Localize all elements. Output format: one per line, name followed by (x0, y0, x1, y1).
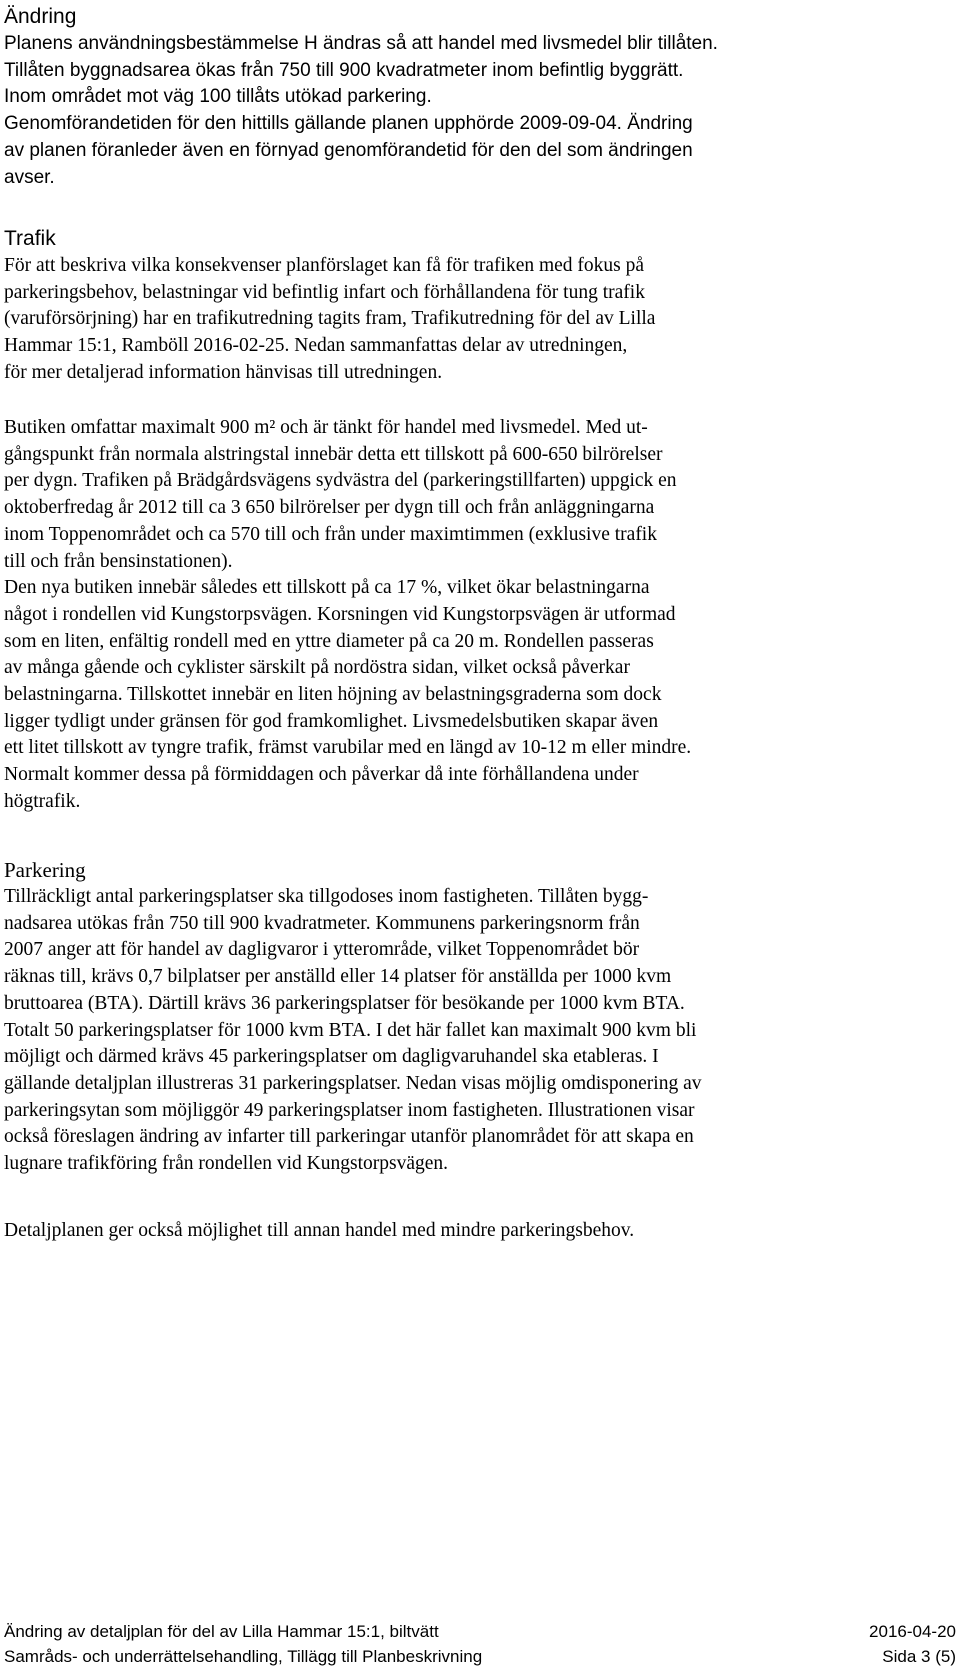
text-line: oktoberfredag år 2012 till ca 3 650 bilrörelser per dygn till och från anläggningarna (4, 497, 655, 519)
text-line: Tillåten byggnadsarea ökas från 750 till 900 kvadratmeter inom befintlig byggrätt. (4, 59, 684, 81)
text-line: något i rondellen vid Kungstorpsvägen. Korsningen vid Kungstorpsvägen är utformad (4, 603, 676, 625)
text-line: Tillräckligt antal parkeringsplatser ska tillgodoses inom fastigheten. Tillåten bygg- (4, 886, 649, 907)
text-line: Den nya butiken innebär således ett tillskott på ca 17 %, vilket ökar belastningarna (4, 577, 650, 599)
text-line: gällande detaljplan illustreras 31 parkeringsplatser. Nedan visas möjlig omdisponering av (4, 1072, 702, 1094)
trafik-paragraph-1 (4, 253, 944, 387)
section-heading-parkering: Parkering (4, 858, 86, 882)
text-line: per dygn. Trafiken på Brädgårdsvägens sydvästra del (parkeringstillfarten) uppgick en (4, 470, 677, 492)
text-line: Detaljplanen ger också möjlighet till annan handel med mindre parkeringsbehov. (4, 1220, 635, 1241)
text-line: också föreslagen ändring av infarter till parkeringar utanför planområdet för att skapa en (4, 1126, 694, 1148)
text-line: nadsarea utökas från 750 till 900 kvadratmeter. Kommunens parkeringsnorm från (4, 912, 640, 934)
section-heading-andring: Ändring (4, 5, 77, 28)
text-line: 2007 anger att för handel av dagligvaror i ytterområde, vilket Toppenområdet bör (4, 939, 640, 961)
page-footer (4, 1619, 956, 1669)
footer-document-type: Samråds- och underrättelsehandling, Tillägg till Planbeskrivning (4, 1647, 483, 1666)
text-line: lugnare trafikföring från rondellen vid Kungstorpsvägen. (4, 1153, 449, 1175)
text-line: räknas till, krävs 0,7 bilplatser per anställd eller 14 platser för anställda per 1000 kvm (4, 966, 672, 988)
text-line: (varuförsörjning) har en trafikutredning tagits fram, Trafikutredning för del av Lilla (4, 308, 656, 330)
text-line: gångspunkt från normala alstringstal innebär detta ett tillskott på 600-650 bilrörelser (4, 443, 663, 465)
text-line: För att beskriva vilka konsekvenser planförslaget kan få för trafiken med fokus på (4, 255, 645, 276)
text-line: högtrafik. (4, 790, 81, 812)
text-line: som en liten, enfältig rondell med en yttre diameter på ca 20 m. Rondellen passeras (4, 630, 654, 652)
text-line: Inom området mot väg 100 tillåts utökad parkering. (4, 86, 432, 108)
text-line: bruttoarea (BTA). Därtill krävs 36 parkeringsplatser för besökande per 1000 kvm BTA. (4, 992, 685, 1014)
parkering-paragraph-2 (4, 1218, 944, 1245)
footer-row-1 (4, 1619, 956, 1644)
footer-page-number: Sida 3 (5) (882, 1647, 956, 1666)
parkering-paragraph-1 (4, 884, 944, 1178)
text-line: ligger tydligt under gränsen för god framkomlighet. Livsmedelsbutiken skapar även (4, 710, 659, 732)
text-line: parkeringsytan som möjliggör 49 parkeringsplatser inom fastigheten. Illustrationen visar (4, 1099, 695, 1121)
trafik-paragraph-2 (4, 415, 944, 816)
text-line: Butiken omfattar maximalt 900 m² och är tänkt för handel med livsmedel. Med ut- (4, 417, 648, 438)
text-line: inom Toppenområdet och ca 570 till och från under maximtimmen (exklusive trafik (4, 523, 657, 545)
text-line: möjligt och därmed krävs 45 parkeringsplatser om dagligvaruhandel ska etableras. I (4, 1046, 659, 1068)
text-line: Normalt kommer dessa på förmiddagen och påverkar då inte förhållandena under (4, 764, 639, 786)
text-line: avser. (4, 166, 55, 188)
text-line: av planen föranleder även en förnyad genomförandetid för den del som ändringen (4, 139, 693, 161)
text-line: för mer detaljerad information hänvisas till utredningen. (4, 361, 443, 383)
text-line: ett litet tillskott av tyngre trafik, främst varubilar med en längd av 10-12 m eller mindre. (4, 737, 692, 759)
text-line: Planens användningsbestämmelse H ändras så att handel med livsmedel blir tillåten. (4, 33, 718, 54)
text-line: parkeringsbehov, belastningar vid befintlig infart och förhållandena för tung trafik (4, 281, 645, 303)
text-line: till och från bensinstationen). (4, 550, 233, 572)
text-line: belastningarna. Tillskottet innebär en liten höjning av belastningsgraderna som dock (4, 684, 662, 706)
footer-row-2 (4, 1644, 956, 1669)
footer-date: 2016-04-20 (869, 1622, 956, 1641)
text-line: Genomförandetiden för den hittills gällande planen upphörde 2009-09-04. Ändring (4, 113, 693, 135)
footer-document-title: Ändring av detaljplan för del av Lilla Hammar 15:1, biltvätt (4, 1622, 439, 1641)
text-line: Hammar 15:1, Ramböll 2016-02-25. Nedan sammanfattas delar av utredningen, (4, 335, 628, 357)
section-heading-trafik: Trafik (4, 227, 56, 250)
andring-paragraph (4, 31, 944, 191)
text-line: av många gående och cyklister särskilt på nordöstra sidan, vilket också påverkar (4, 657, 630, 679)
text-line: Totalt 50 parkeringsplatser för 1000 kvm BTA. I det här fallet kan maximalt 900 kvm bli (4, 1019, 697, 1041)
